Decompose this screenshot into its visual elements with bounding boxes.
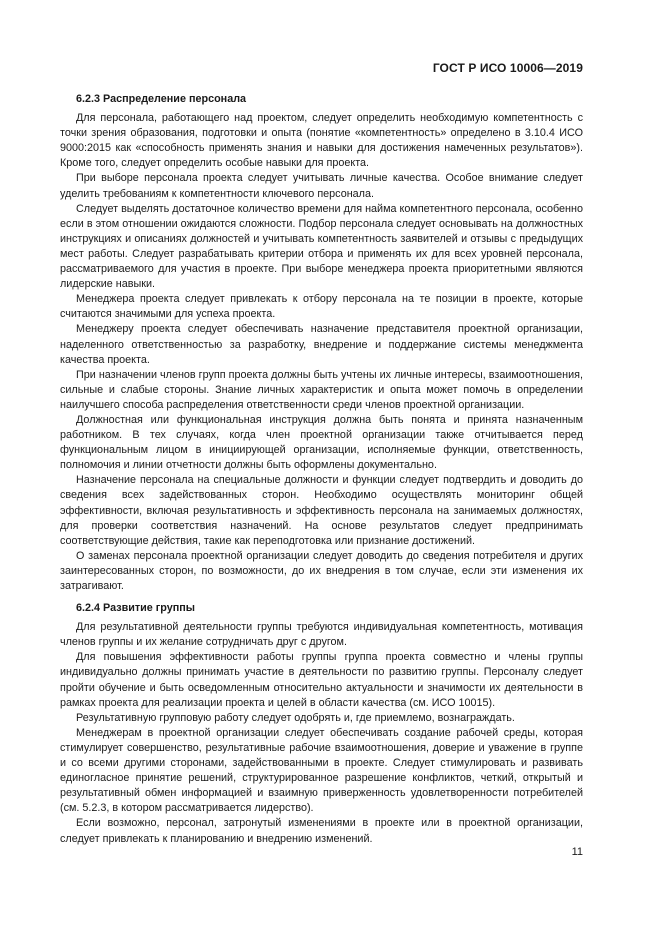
paragraph: При выборе персонала проекта следует учитывать личные качества. Особое внимание следует уделить требованиям к компетентности ключевого персонала. xyxy=(60,172,583,200)
paragraph: Менеджерам в проектной организации следует обеспечивать создание рабочей среды, которая стимулирует совершенство, результативные рабочие взаимоотношения, доверие и уважение в группе и со всеми другими сторонами, задействованными в проекте. Следует стимулировать и развивать единогласное принятие решений, структурированное разрешение конфликтов, четкий, открытый и результативный обмен информацией и взаимную приверженность удовлетворенности потребителей (см. 5.2.3, в котором рассматривается лидерство). xyxy=(60,726,583,815)
paragraph: Для результативной деятельности группы требуются индивидуальная компетентность, мотивация членов группы и их желание сотрудничать друг с другом. xyxy=(60,621,583,649)
paragraph: Для повышения эффективности работы группы группа проекта совместно и члены группы индивидуально должны принимать участие в деятельности по развитию группы. Персоналу следует пройти обучение и быть осведомленным относительно актуальности и значимости их деятельности в рамках проекта для реализации проекта и целей в области качества (см. ИСО 10015). xyxy=(60,651,583,709)
paragraph: Если возможно, персонал, затронутый изменениями в проекте или в проектной организации, следует привлекать к планированию и внедрению изменений. xyxy=(60,817,583,845)
standard-designation: ГОСТ Р ИСО 10006—2019 xyxy=(432,61,583,75)
paragraph: Должностная или функциональная инструкция должна быть понята и принята назначенным работником. В тех случаях, когда член проектной организации также отчитывается перед функциональным лицом в инициирующей организации, исполняемые функции, ответственность, полномочия и линии отчетности должны быть оформлены документально. xyxy=(60,413,583,472)
paragraph: Менеджера проекта следует привлекать к отбору персонала на те позиции в проекте, которые считаются значимыми для успеха проекта. xyxy=(60,293,583,321)
paragraph: О заменах персонала проектной организации следует доводить до сведения потребителя и других заинтересованных сторон, по возможности, до их внедрения в том случае, если эти изменения их затрагивают. xyxy=(60,549,583,592)
section-6-2-4 xyxy=(60,601,583,847)
page-number: 11 xyxy=(571,846,583,858)
paragraph: Назначение персонала на специальные должности и функции следует подтвердить и доводить до сведения всех задействованных сторон. Необходимо осуществлять мониторинг общей эффективности, включая результативность и эффективность персонала на занимаемых должностях, для проверки соответствия назначений. На основе результатов следует предпринимать соответствующие действия, такие как переподготовка или признание достижений. xyxy=(60,474,583,547)
document-body xyxy=(60,92,583,847)
paragraph: Результативную групповую работу следует одобрять и, где приемлемо, вознаграждать. xyxy=(76,711,515,724)
section-6-2-3 xyxy=(60,92,583,594)
paragraph: Менеджеру проекта следует обеспечивать назначение представителя проектной организации, наделенного ответственностью за разработку, внедрение и поддержание системы менеджмента качества проекта. xyxy=(60,323,583,366)
section-heading: 6.2.3 Распределение персонала xyxy=(76,93,247,105)
paragraph: При назначении членов групп проекта должны быть учтены их личные интересы, взаимоотношения, сильные и слабые стороны. Знание личных характеристик и опыта может помочь в определении наилучшего способа распределения ответственности среди членов проектной организации. xyxy=(60,368,583,411)
section-heading: 6.2.4 Развитие группы xyxy=(76,602,195,615)
paragraph: Для персонала, работающего над проектом, следует определить необходимую компетентность с точки зрения образования, подготовки и опыта (понятие «компетентность» определено в 3.10.4 ИСО 9000:2015 как «способность применять знания и навыки для достижения намеченных результатов»). Кроме того, следует определить особые навыки для проекта. xyxy=(60,112,583,170)
paragraph: Следует выделять достаточное количество времени для найма компетентного персонала, особенно если в этом отношении ожидаются сложности. Подбор персонала следует основывать на должностных инструкциях и описаниях должностей и учитывать компетентность заявителей и отзывы с предыдущих мест работы. Следует разрабатывать критерии отбора и применять их для всех уровней персонала, рассматриваемого для участия в проекте. При выборе менеджера проекта приоритетными являются лидерские навыки. xyxy=(60,202,583,291)
